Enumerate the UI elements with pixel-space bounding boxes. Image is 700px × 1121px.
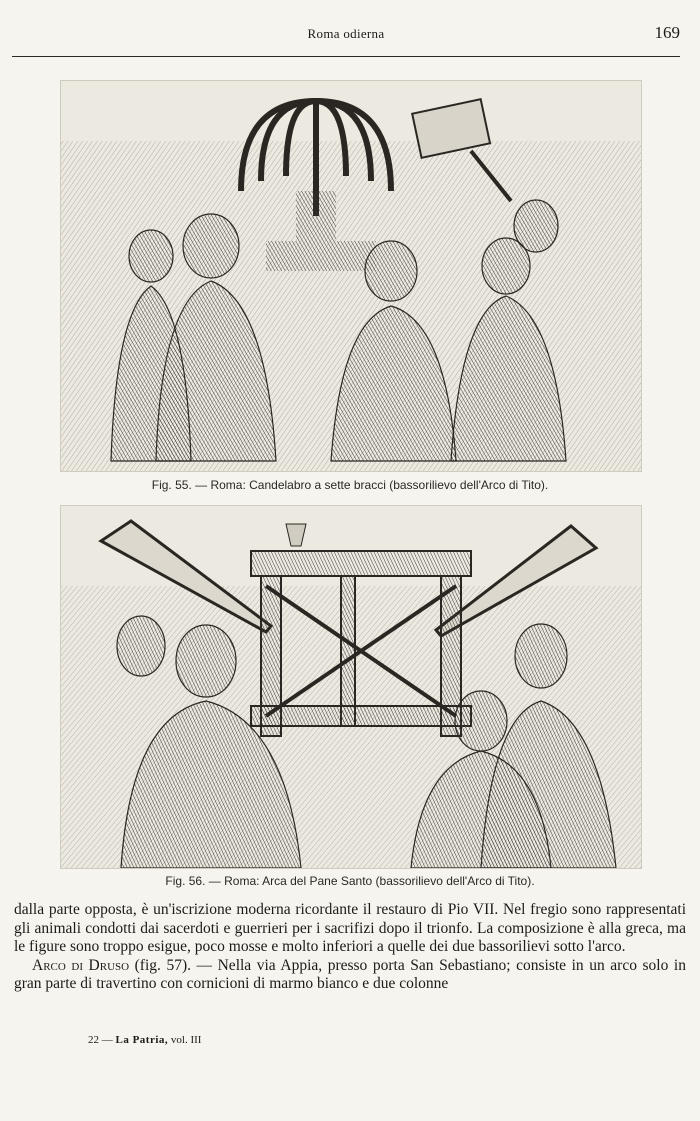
paragraph-text: (fig. 57). — Nella via Appia, presso porta San Sebastiano; consiste in un arco solo in gran parte di travertino con cornicioni di marmo bianco e due colonne bbox=[14, 956, 686, 992]
printer-signature bbox=[88, 1034, 201, 1046]
signature-volume: vol. III bbox=[170, 1034, 202, 1046]
section-heading: Arco di Druso bbox=[32, 956, 130, 974]
candelabrum-engraving bbox=[61, 81, 641, 471]
body-text bbox=[14, 901, 686, 994]
running-head bbox=[12, 22, 680, 48]
ark-engraving bbox=[61, 506, 641, 868]
figure-56-illustration bbox=[60, 505, 642, 869]
signature-number: 22 — bbox=[88, 1034, 113, 1046]
figure-55-caption: Fig. 55. — Roma: Candelabro a sette bracci (bassorilievo dell'Arco di Tito). bbox=[151, 478, 549, 492]
running-title: Roma odierna bbox=[307, 26, 385, 41]
paragraph: dalla parte opposta, è un'iscrizione moderna ricordante il restauro di Pio VII. Nel fregio sono rappresentati gli animali condotti dai sacerdoti e guerrieri per i sacrifizi dopo il trionfo. La composizione è alla greca, ma le figure sono troppo esigue, poco mosse e molto inferiori a quelle dei due bassorilievi sotto l'arco. bbox=[14, 901, 686, 955]
page-number: 169 bbox=[654, 23, 680, 42]
header-rule bbox=[12, 56, 680, 57]
signature-title: La Patria, bbox=[115, 1034, 169, 1046]
figure-56-caption: Fig. 56. — Roma: Arca del Pane Santo (bassorilievo dell'Arco di Tito). bbox=[165, 874, 535, 888]
paragraph bbox=[14, 957, 686, 994]
figure-55-illustration bbox=[60, 80, 642, 472]
